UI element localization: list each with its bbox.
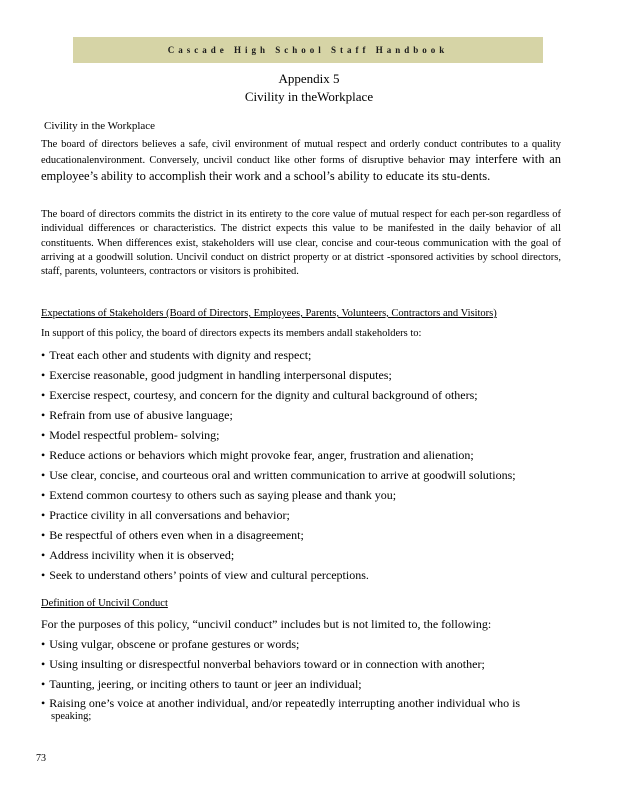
list-item-continuation: speaking; (51, 711, 92, 722)
list-item: • Refrain from use of abusive language; (41, 405, 581, 425)
list-item: • Exercise respect, courtesy, and concern for the dignity and cultural background of others; (41, 385, 581, 405)
definition-intro: For the purposes of this policy, “uncivil conduct” includes but is not limited to, the following: (41, 617, 492, 631)
handbook-header-banner (73, 37, 543, 63)
list-item: • Exercise reasonable, good judgment in handling interpersonal disputes; (41, 365, 581, 385)
list-item: • Treat each other and students with dignity and respect; (41, 345, 581, 365)
page-number: 73 (36, 753, 46, 764)
list-item: • Be respectful of others even when in a disagreement; (41, 525, 581, 545)
appendix-title: Civility in theWorkplace (244, 89, 374, 104)
list-item-text: Raising one’s voice at another individual, and/or repeatedly interrupting another individual who is (49, 696, 521, 710)
list-item: • Extend common courtesy to others such as saying please and thank you; (41, 485, 581, 505)
list-item: • Address incivility when it is observed; (41, 545, 581, 565)
handbook-title: Cascade High School Staff Handbook (167, 45, 449, 55)
uncivil-conduct-list (41, 634, 581, 723)
expectations-heading: Expectations of Stakeholders (Board of Directors, Employees, Parents, Volunteers, Contractors and Visitors) (41, 308, 497, 319)
section-title: Civility in the Workplace (44, 120, 156, 132)
list-item: • Using insulting or disrespectful nonverbal behaviors toward or in connection with another; (41, 654, 581, 674)
paragraph-part-small: The board of directors believes a safe, civil environment of mutual respect and orderly conduct contributes to a quality educationalenvironment. Conversely, uncivil conduct like other forms of disruptive behavior (41, 139, 561, 167)
list-item: • Seek to understand others’ points of view and cultural perceptions. (41, 565, 581, 585)
expectations-list (41, 345, 581, 585)
paragraph-commitment: The board of directors commits the district in its entirety to the core value of mutual respect for each per-son regardless of individual differences or characteristics. The district expects this value to be manifested in the daily behavior of all constituents. When differences exist, stakeholders will use clear, concise and cour-teous communication with the goal of arriving at a goodwill solution. Uncivil conduct on district property or at district -sponsored activities by school directors, staff, parents, volunteers, contractors or visitors is prohibited. (41, 209, 561, 278)
list-item: • Practice civility in all conversations and behavior; (41, 505, 581, 525)
list-item: • Model respectful problem- solving; (41, 425, 581, 445)
list-item: • Reduce actions or behaviors which might provoke fear, anger, frustration and alienation; (41, 445, 581, 465)
paragraph-part-large: may interfere with an employee’s ability to accomplish their work and a school’s ability to educate its stu-dents. (41, 152, 562, 183)
expectations-intro: In support of this policy, the board of directors expects its members andall stakeholders to: (41, 328, 422, 339)
appendix-number: Appendix 5 (278, 71, 340, 86)
paragraph-civility-intro (41, 138, 561, 185)
list-item: • Use clear, concise, and courteous oral and written communication to arrive at goodwill solutions; (41, 465, 581, 485)
list-item: • Taunting, jeering, or inciting others to taunt or jeer an individual; (41, 674, 581, 694)
list-item: • Using vulgar, obscene or profane gestures or words; (41, 634, 581, 654)
list-item (41, 697, 581, 723)
definition-heading: Definition of Uncivil Conduct (41, 598, 168, 609)
